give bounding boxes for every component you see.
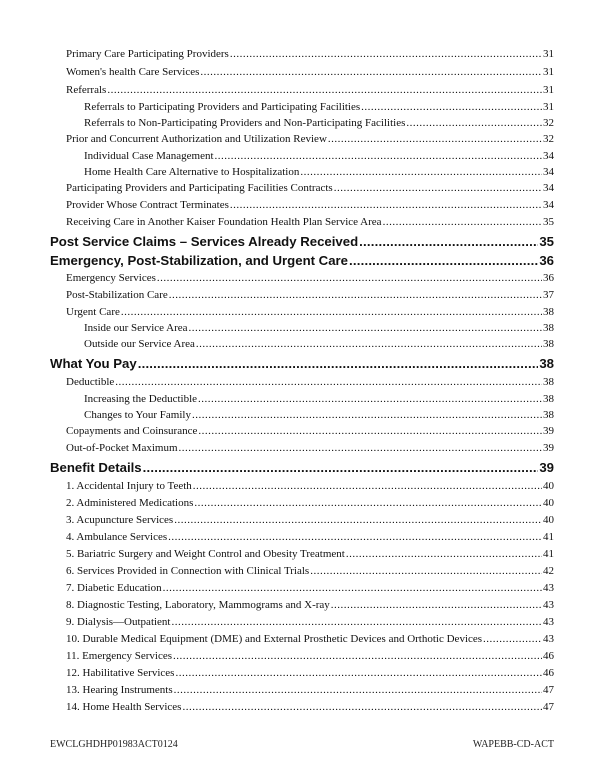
toc-entry-page: 32	[543, 117, 554, 129]
toc-entry-page: 31	[543, 66, 554, 78]
toc-entry[interactable]	[66, 701, 554, 713]
toc-entry[interactable]	[66, 684, 554, 696]
dot-leader	[200, 66, 542, 78]
toc-entry-label: 3. Acupuncture Services	[66, 514, 174, 526]
dot-leader	[179, 442, 542, 454]
toc-entry[interactable]	[66, 199, 554, 211]
dot-leader	[173, 650, 542, 662]
toc-entry-label: Individual Case Management	[84, 150, 214, 162]
toc-entry-label: Copayments and Coinsurance	[66, 425, 198, 437]
toc-entry[interactable]	[66, 650, 554, 662]
toc-entry[interactable]	[66, 599, 554, 611]
toc-entry-label: Post Service Claims – Services Already Received	[50, 234, 359, 249]
toc-entry-label: Emergency Services	[66, 272, 156, 284]
toc-entry-label: 1. Accidental Injury to Teeth	[66, 480, 192, 492]
toc-entry-page: 38	[543, 338, 554, 350]
dot-leader	[143, 460, 539, 475]
dot-leader	[175, 667, 542, 679]
toc-section-heading[interactable]	[50, 234, 554, 249]
dot-leader	[168, 531, 542, 543]
toc-entry-label: Outside our Service Area	[84, 338, 195, 350]
toc-entry[interactable]	[66, 497, 554, 509]
toc-section-heading[interactable]	[50, 356, 554, 371]
dot-leader	[169, 289, 542, 301]
toc-entry[interactable]	[66, 531, 554, 543]
toc-entry-label: 14. Home Health Services	[66, 701, 182, 713]
dot-leader	[107, 84, 542, 96]
dot-leader	[334, 182, 542, 194]
toc-entry-page: 40	[543, 514, 554, 526]
toc-entry[interactable]	[66, 216, 554, 228]
toc-entry[interactable]	[66, 376, 554, 388]
toc-entry-label: Benefit Details	[50, 460, 142, 475]
dot-leader	[359, 234, 538, 249]
toc-entry-page: 34	[543, 199, 554, 211]
toc-entry-label: Home Health Care Alternative to Hospitalization	[84, 166, 300, 178]
toc-entry-page: 39	[539, 460, 554, 475]
dot-leader	[383, 216, 542, 228]
toc-entry-label: Receiving Care in Another Kaiser Foundation Health Plan Service Area	[66, 216, 382, 228]
toc-entry-label: 6. Services Provided in Connection with Clinical Trials	[66, 565, 310, 577]
toc-entry-page: 35	[539, 234, 554, 249]
toc-entry[interactable]	[66, 48, 554, 60]
toc-entry[interactable]	[66, 182, 554, 194]
dot-leader	[230, 48, 542, 60]
toc-entry-page: 38	[543, 393, 554, 405]
dot-leader	[193, 480, 542, 492]
toc-entry[interactable]	[66, 84, 554, 96]
toc-entry[interactable]	[66, 667, 554, 679]
toc-entry-label: 5. Bariatric Surgery and Weight Control and Obesity Treatment	[66, 548, 345, 560]
toc-entry-page: 43	[543, 599, 554, 611]
toc-entry-page: 37	[543, 289, 554, 301]
toc-entry-label: Participating Providers and Participating Facilities Contracts	[66, 182, 333, 194]
dot-leader	[331, 599, 542, 611]
dot-leader	[172, 616, 543, 628]
dot-leader	[198, 425, 542, 437]
dot-leader	[157, 272, 542, 284]
toc-entry[interactable]	[66, 565, 554, 577]
toc-entry-label: Urgent Care	[66, 306, 120, 318]
toc-subentry[interactable]	[84, 393, 554, 405]
toc-entry-label: Inside our Service Area	[84, 322, 188, 334]
toc-entry-page: 47	[543, 701, 554, 713]
toc-entry[interactable]	[66, 272, 554, 284]
toc-entry-page: 34	[543, 182, 554, 194]
toc-section-heading[interactable]	[50, 253, 554, 268]
toc-subentry[interactable]	[84, 322, 554, 334]
dot-leader	[192, 409, 542, 421]
dot-leader	[230, 199, 542, 211]
toc-entry-page: 40	[543, 497, 554, 509]
toc-entry-label: Referrals to Participating Providers and Participating Facilities	[84, 101, 361, 113]
dot-leader	[328, 133, 542, 145]
toc-entry[interactable]	[66, 548, 554, 560]
dot-leader	[483, 633, 542, 645]
dot-leader	[194, 497, 542, 509]
toc-entry-page: 43	[543, 582, 554, 594]
dot-leader	[174, 514, 542, 526]
toc-entry-label: 10. Durable Medical Equipment (DME) and External Prosthetic Devices and Orthotic Devices	[66, 633, 483, 645]
toc-entry-page: 46	[543, 667, 554, 679]
toc-entry[interactable]	[66, 425, 554, 437]
dot-leader	[406, 117, 542, 129]
toc-entry-label: 12. Habilitative Services	[66, 667, 175, 679]
toc-entry-label: 8. Diagnostic Testing, Laboratory, Mammograms and X-ray	[66, 599, 330, 611]
toc-entry[interactable]	[66, 66, 554, 78]
toc-entry-page: 38	[543, 409, 554, 421]
toc-entry[interactable]	[66, 133, 554, 145]
toc-subentry[interactable]	[84, 101, 554, 113]
toc-entry[interactable]	[66, 633, 554, 645]
toc-entry-label: Primary Care Participating Providers	[66, 48, 229, 60]
toc-entry-page: 31	[543, 84, 554, 96]
dot-leader	[196, 338, 542, 350]
footer-document-code: EWCLGHDHP01983ACT0124	[50, 739, 178, 750]
toc-subentry[interactable]	[84, 338, 554, 350]
dot-leader	[346, 548, 542, 560]
dot-leader	[310, 565, 542, 577]
toc-entry-label: 13. Hearing Instruments	[66, 684, 173, 696]
toc-entry-page: 43	[543, 633, 554, 645]
toc-section-heading[interactable]	[50, 460, 554, 475]
toc-subentry[interactable]	[84, 150, 554, 162]
toc-entry-label: 9. Dialysis—Outpatient	[66, 616, 171, 628]
toc-entry-page: 42	[543, 565, 554, 577]
dot-leader	[115, 376, 542, 388]
footer-form-code: WAPEBB-CD-ACT	[472, 739, 554, 750]
dot-leader	[138, 356, 539, 371]
toc-entry-page: 34	[543, 150, 554, 162]
toc-entry-page: 31	[543, 101, 554, 113]
toc-entry-page: 35	[543, 216, 554, 228]
dot-leader	[349, 253, 538, 268]
toc-entry-label: Increasing the Deductible	[84, 393, 198, 405]
toc-entry-page: 31	[543, 48, 554, 60]
toc-entry-label: Women's health Care Services	[66, 66, 200, 78]
toc-entry-label: 4. Ambulance Services	[66, 531, 168, 543]
dot-leader	[215, 150, 542, 162]
toc-entry-page: 41	[543, 531, 554, 543]
toc-entry-page: 38	[543, 322, 554, 334]
toc-entry-label: Post-Stabilization Care	[66, 289, 168, 301]
toc-entry-page: 46	[543, 650, 554, 662]
toc-entry-label: What You Pay	[50, 356, 137, 371]
toc-entry-label: Prior and Concurrent Authorization and Utilization Review	[66, 133, 327, 145]
toc-entry-page: 39	[543, 442, 554, 454]
toc-entry[interactable]	[66, 306, 554, 318]
dot-leader	[361, 101, 542, 113]
toc-entry-label: Changes to Your Family	[84, 409, 191, 421]
toc-entry-page: 36	[539, 253, 554, 268]
dot-leader	[189, 322, 542, 334]
toc-entry[interactable]	[66, 616, 554, 628]
toc-entry-page: 43	[543, 616, 554, 628]
toc-entry-page: 38	[539, 356, 554, 371]
dot-leader	[182, 701, 542, 713]
toc-subentry[interactable]	[84, 166, 554, 178]
toc-entry-label: 11. Emergency Services	[66, 650, 172, 662]
toc-entry[interactable]	[66, 514, 554, 526]
toc-entry-page: 34	[543, 166, 554, 178]
toc-subentry[interactable]	[84, 117, 554, 129]
toc-entry-label: Deductible	[66, 376, 115, 388]
toc-entry-label: 7. Diabetic Education	[66, 582, 162, 594]
toc-entry-label: Referrals	[66, 84, 107, 96]
toc-entry-label: Out-of-Pocket Maximum	[66, 442, 178, 454]
toc-entry-label: 2. Administered Medications	[66, 497, 194, 509]
toc-entry-label: Emergency, Post-Stabilization, and Urgent Care	[50, 253, 348, 268]
dot-leader	[174, 684, 542, 696]
toc-entry[interactable]	[66, 480, 554, 492]
toc-entry-label: Referrals to Non-Participating Providers and Non-Participating Facilities	[84, 117, 406, 129]
dot-leader	[198, 393, 542, 405]
dot-leader	[163, 582, 542, 594]
toc-subentry[interactable]	[84, 409, 554, 421]
toc-entry-page: 32	[543, 133, 554, 145]
toc-entry[interactable]	[66, 582, 554, 594]
toc-entry-page: 36	[543, 272, 554, 284]
toc-entry[interactable]	[66, 289, 554, 301]
dot-leader	[300, 166, 542, 178]
toc-entry-page: 38	[543, 376, 554, 388]
dot-leader	[121, 306, 542, 318]
toc-entry-page: 41	[543, 548, 554, 560]
toc-entry-page: 39	[543, 425, 554, 437]
toc-entry-page: 38	[543, 306, 554, 318]
toc-entry[interactable]	[66, 442, 554, 454]
toc-entry-label: Provider Whose Contract Terminates	[66, 199, 229, 211]
toc-entry-page: 40	[543, 480, 554, 492]
toc-entry-page: 47	[543, 684, 554, 696]
